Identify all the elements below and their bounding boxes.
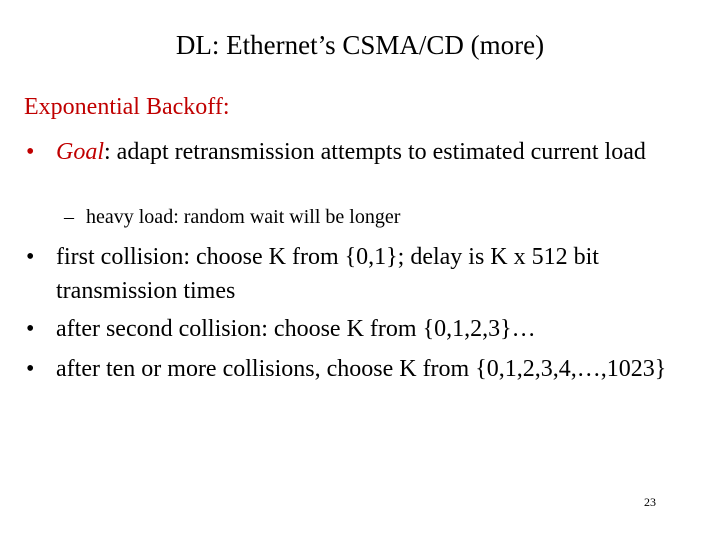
- bullet-marker: •: [26, 139, 35, 165]
- sub-bullet-marker: –: [64, 206, 74, 228]
- section-heading: Exponential Backoff:: [24, 94, 230, 120]
- slide-title: DL: Ethernet’s CSMA/CD (more): [175, 30, 545, 60]
- page-number: 23: [644, 495, 656, 509]
- bullet-first-collision: [26, 240, 696, 308]
- sub-bullet-heavy-load: [64, 203, 400, 231]
- bullet-text: first collision: choose K from {0,1}; delay is K x 512 bit transmission times: [56, 244, 599, 304]
- bullet-second-collision: [26, 312, 696, 346]
- sub-bullet-text: heavy load: random wait will be longer: [86, 206, 401, 228]
- bullet-goal: [26, 135, 696, 169]
- bullet-marker: •: [26, 244, 35, 270]
- bullet-marker: •: [26, 356, 35, 382]
- bullet-text: after second collision: choose K from {0,1,2,3}…: [56, 316, 536, 342]
- bullet-marker: •: [26, 316, 35, 342]
- bullet-text: [56, 135, 696, 169]
- bullet-ten-collisions: [26, 352, 696, 386]
- bullet-text: after ten or more collisions, choose K from {0,1,2,3,4,…,1023}: [56, 356, 667, 382]
- goal-text: : adapt retransmission attempts to estimated current load: [104, 139, 646, 165]
- goal-label: Goal: [56, 139, 104, 165]
